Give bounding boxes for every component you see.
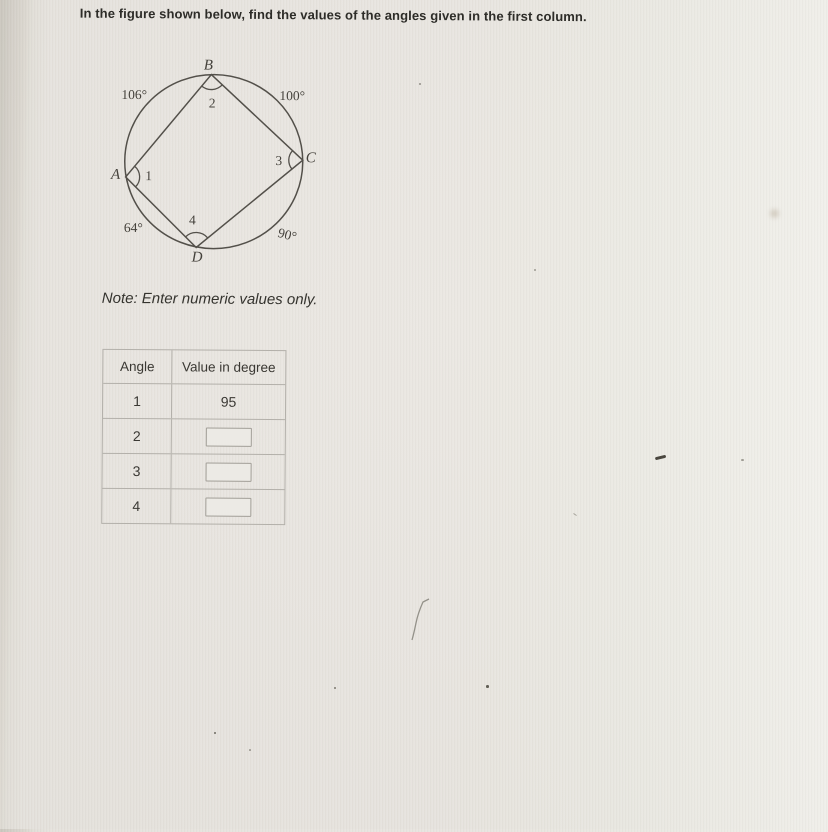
hair-scratch [405, 590, 445, 650]
col-header-value: Value in degree [181, 359, 276, 376]
angle-4-label: 4 [102, 489, 171, 523]
vertex-label-c: C [305, 150, 316, 167]
angle-4-cell [171, 489, 284, 524]
angle-1-value: 95 [220, 393, 237, 410]
table-header-row [103, 350, 285, 384]
table-row [103, 418, 285, 454]
angle-number-3: 3 [275, 153, 283, 169]
vertex-label-d: D [191, 249, 203, 266]
angle-number-1: 1 [145, 168, 153, 184]
dust-speck [534, 269, 536, 271]
col-header-angle: Angle [103, 350, 172, 383]
vertex-label-a: A [111, 166, 121, 183]
angle-arc-d [186, 232, 208, 238]
angle-3-label: 3 [102, 454, 171, 488]
angle-2-input[interactable] [205, 427, 251, 446]
angle-arc-b [202, 85, 223, 90]
smudge-mark [770, 209, 779, 218]
angle-2-cell [172, 419, 285, 454]
angle-number-4: 4 [188, 212, 196, 228]
angle-number-2: 2 [208, 95, 216, 111]
vertex-label-b: B [203, 57, 214, 74]
angle-2-label: 2 [103, 419, 172, 453]
angle-arc-a [134, 166, 139, 187]
answers-table [101, 349, 286, 525]
dust-speck [214, 732, 216, 734]
table-row [102, 453, 284, 489]
angle-1-label: 1 [103, 384, 172, 418]
dust-speck [334, 687, 336, 689]
arc-degree-bottom-right: 90° [276, 225, 299, 245]
dust-speck [486, 685, 489, 688]
angle-4-input[interactable] [205, 497, 251, 516]
arc-degree-bottom-left: 64° [123, 219, 143, 236]
arc-degree-top-left: 106° [121, 86, 148, 103]
table-row [103, 383, 285, 419]
angle-3-cell [171, 454, 284, 489]
table-row [102, 488, 284, 524]
question-text: In the figure shown below, find the values of the angles given in the first column. [79, 5, 587, 25]
angle-arc-c [289, 151, 293, 169]
circle-figure [89, 46, 351, 278]
angle-3-input[interactable] [205, 462, 251, 481]
arc-degree-top-right: 100° [279, 88, 306, 104]
dust-speck [741, 459, 744, 461]
dust-speck [419, 83, 421, 85]
dust-speck [249, 749, 251, 751]
note-text: Note: Enter numeric values only. [101, 289, 318, 309]
